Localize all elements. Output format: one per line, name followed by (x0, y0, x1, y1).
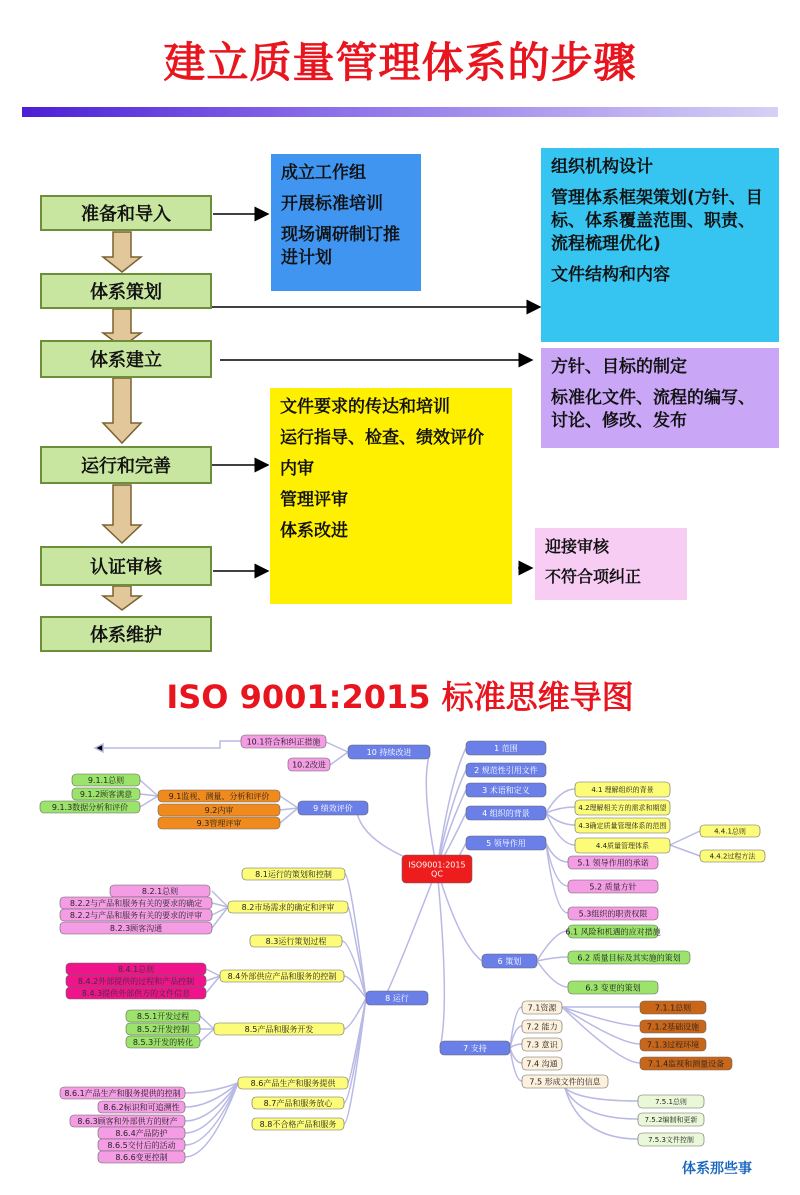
clause71-item (640, 1057, 732, 1070)
clause86-item (98, 1101, 185, 1113)
svg-text:7 支持: 7 支持 (463, 1043, 487, 1053)
clause5-item (568, 880, 658, 893)
svg-text:7.5 形成文件的信息: 7.5 形成文件的信息 (529, 1077, 601, 1087)
svg-text:10.1符合和纠正措施: 10.1符合和纠正措施 (246, 737, 321, 747)
svg-text:7.3 意识: 7.3 意识 (526, 1040, 558, 1050)
clause8-item (252, 1097, 344, 1109)
svg-text:9.2内审: 9.2内审 (204, 805, 234, 815)
clause5-item (568, 907, 658, 920)
panel-item: 方针、目标的制定 (551, 357, 687, 377)
panel-item: 迎接审核 (545, 537, 610, 556)
svg-text:9.3管理评审: 9.3管理评审 (196, 818, 242, 828)
clause84-item (66, 987, 206, 999)
svg-text:7.1资源: 7.1资源 (527, 1003, 557, 1013)
clause86-item (70, 1115, 185, 1127)
svg-text:3 术语和定义: 3 术语和定义 (482, 785, 530, 795)
svg-text:7.2 能力: 7.2 能力 (526, 1022, 558, 1032)
svg-text:7.1.3过程环境: 7.1.3过程环境 (646, 1040, 700, 1050)
panel-item: 标准化文件、流程的编写、讨论、修改、发布 (551, 387, 755, 431)
svg-text:8.2.3顾客沟通: 8.2.3顾客沟通 (109, 923, 163, 933)
clause44-item (700, 850, 765, 862)
svg-text:6.2 质量目标及其实施的策划: 6.2 质量目标及其实施的策划 (577, 953, 681, 963)
mindmap-branch (200, 1029, 214, 1042)
panel-certify-tasks (535, 528, 687, 600)
svg-text:5.2 质量方针: 5.2 质量方针 (589, 882, 637, 892)
clause8-item (250, 935, 342, 947)
svg-text:6.1 风险和机遇的应对措施: 6.1 风险和机遇的应对措施 (565, 927, 661, 937)
svg-text:8.5产品和服务开发: 8.5产品和服务开发 (244, 1024, 314, 1034)
panel-item: 开展标准培训 (281, 193, 383, 214)
mindmap-branch (537, 961, 568, 987)
clause4-item (575, 782, 670, 797)
svg-text:4 组织的背景: 4 组织的背景 (482, 808, 530, 818)
clause10-item (241, 735, 326, 748)
svg-text:8.4外部供应产品和服务的控制: 8.4外部供应产品和服务的控制 (227, 971, 337, 981)
clause86-item (98, 1127, 185, 1139)
clause86-item (98, 1139, 185, 1151)
clause91-item (40, 801, 140, 813)
clause85-item (126, 1010, 200, 1022)
clause8-item (220, 970, 344, 982)
mindmap-title: ISO 9001:2015 标准思维导图 (166, 678, 634, 716)
mindmap-center (402, 855, 472, 883)
panel-item: 组织机构设计 (551, 157, 653, 177)
panel-item: 文件要求的传达和培训 (280, 397, 450, 417)
clause5-item (568, 856, 658, 869)
clause-right-3 (466, 783, 546, 797)
clause44-item (700, 825, 760, 837)
clause82-item (60, 909, 212, 921)
clause86-item (98, 1151, 185, 1163)
svg-text:7.1.4监视和测量设备: 7.1.4监视和测量设备 (647, 1059, 725, 1069)
clause-6 (482, 954, 537, 968)
svg-text:9.1.3数据分析和评价: 9.1.3数据分析和评价 (51, 802, 129, 812)
mindmap-branch (100, 741, 241, 748)
panel-item: 管理评审 (280, 489, 348, 510)
clause10-item (288, 758, 330, 771)
clause91-item (72, 788, 140, 800)
svg-text:8.4.3提供外部供方的文件信息: 8.4.3提供外部供方的文件信息 (81, 988, 191, 998)
mindmap-branch (185, 1083, 238, 1093)
svg-text:9.1.2顾客满意: 9.1.2顾客满意 (79, 789, 133, 799)
svg-text:8.6.6变更控制: 8.6.6变更控制 (115, 1152, 168, 1162)
mindmap-branch (206, 969, 220, 976)
clause7-item (522, 1038, 562, 1051)
svg-text:8.2.2与产品和服务有关的要求的评审: 8.2.2与产品和服务有关的要求的评审 (69, 910, 203, 920)
clause82-item (60, 897, 212, 909)
clause9-item (158, 804, 280, 816)
clause6-item (565, 925, 660, 938)
svg-text:4.3确定质量管理体系的范围: 4.3确定质量管理体系的范围 (578, 821, 667, 830)
svg-text:8.3运行策划过程: 8.3运行策划过程 (265, 936, 327, 946)
mindmap-branch (330, 752, 348, 765)
svg-text:7.5.1总则: 7.5.1总则 (655, 1097, 687, 1106)
mindmap-branch (562, 1007, 640, 1063)
mindmap-branch (546, 813, 575, 845)
svg-text:2 规范性引用文件: 2 规范性引用文件 (474, 765, 538, 775)
mindmap-branch (280, 796, 298, 808)
clause85-item (126, 1023, 200, 1035)
svg-text:8.6.1产品生产和服务提供的控制: 8.6.1产品生产和服务提供的控制 (64, 1088, 181, 1098)
mindmap-branch (200, 1016, 214, 1029)
svg-text:8.5.3开发的转化: 8.5.3开发的转化 (132, 1037, 194, 1047)
clause-right-1 (466, 741, 546, 755)
panel-prepare-tasks (271, 154, 421, 291)
svg-text:4.4质量管理体系: 4.4质量管理体系 (595, 841, 650, 850)
clause4-item (575, 800, 670, 815)
mindmap-branch (212, 907, 228, 928)
clause91-item (72, 774, 140, 786)
panel-item: 文件结构和内容 (551, 264, 670, 285)
clause8-item (228, 901, 348, 913)
svg-text:8.7产品和服务放心: 8.7产品和服务放心 (263, 1098, 333, 1108)
panel-operate-tasks (270, 388, 512, 604)
clause75-item (638, 1133, 704, 1146)
clause7-item (522, 1001, 562, 1014)
svg-text:6.3 变更的策划: 6.3 变更的策划 (585, 983, 641, 993)
svg-text:7.4 沟通: 7.4 沟通 (526, 1059, 558, 1069)
clause84-item (66, 963, 206, 975)
arrow-icon (95, 744, 103, 752)
panel-item: 不符合项纠正 (545, 566, 642, 586)
page-title: 建立质量管理体系的步骤 (163, 38, 637, 87)
clause-9 (298, 801, 368, 815)
mindmap-branch (537, 957, 568, 961)
mindmap-branch (326, 742, 348, 752)
svg-text:4.4.2过程方法: 4.4.2过程方法 (709, 852, 756, 861)
panel-item: 管理体系框架策划(方针、目标、体系覆盖范围、职责、流程梳理优化) (551, 187, 763, 254)
mindmap-branch (140, 796, 158, 807)
clause-8 (366, 991, 428, 1005)
clause9-item (158, 790, 280, 802)
clause82-item (110, 885, 210, 897)
svg-text:7.1.1总则: 7.1.1总则 (654, 1003, 692, 1013)
panel-item: 现场调研制订推进计划 (281, 224, 400, 268)
clause8-item (238, 1077, 348, 1089)
svg-text:4.1 理解组织的背景: 4.1 理解组织的背景 (591, 785, 654, 794)
svg-text:8.1运行的策划和控制: 8.1运行的策划和控制 (255, 869, 332, 879)
iso-mindmap (0, 725, 800, 1195)
svg-text:9.1.1总则: 9.1.1总则 (87, 775, 125, 785)
svg-text:9.1监视、测量、分析和评价: 9.1监视、测量、分析和评价 (168, 791, 270, 801)
clause-right-2 (466, 763, 546, 777)
clause8-item (252, 1118, 344, 1130)
svg-text:8.6产品生产和服务提供: 8.6产品生产和服务提供 (250, 1078, 336, 1088)
svg-text:8 运行: 8 运行 (385, 993, 409, 1003)
svg-text:10.2改进: 10.2改进 (292, 760, 326, 770)
mindmap-branch (670, 845, 700, 856)
clause-right-5 (466, 836, 546, 850)
footer-brand: 体系那些事 (682, 1161, 752, 1177)
mindmap-branch (565, 1088, 638, 1139)
svg-text:4.2理解相关方的需求和期望: 4.2理解相关方的需求和期望 (578, 803, 667, 812)
clause-right-4 (466, 806, 546, 820)
clause9-item (158, 817, 280, 829)
clause85-item (126, 1036, 200, 1048)
svg-text:5.3组织的职责权限: 5.3组织的职责权限 (578, 909, 648, 919)
svg-text:ISO9001:2015: ISO9001:2015 (408, 860, 466, 870)
mindmap-branch (510, 1044, 522, 1048)
clause7-item (522, 1020, 562, 1033)
panel-build-tasks (541, 348, 779, 448)
step-planning: 体系策划 (40, 273, 212, 309)
svg-text:8.6.3顾客和外部供方的财产: 8.6.3顾客和外部供方的财产 (77, 1116, 178, 1126)
panel-item: 运行指导、检查、绩效评价 (280, 427, 484, 448)
svg-text:8.4.2外部提供的过程和产品控制: 8.4.2外部提供的过程和产品控制 (77, 976, 195, 986)
mindmap-branch (385, 869, 437, 997)
step-certify: 认证审核 (40, 546, 212, 586)
clause-7 (440, 1041, 510, 1055)
svg-text:8.2.1总则: 8.2.1总则 (141, 886, 179, 896)
clause6-item (568, 981, 658, 994)
mindmap-branch (562, 1007, 640, 1026)
panel-item: 体系改进 (280, 520, 348, 541)
mindmap-branch (565, 1088, 638, 1119)
clause8-item (242, 868, 345, 880)
clause8-item (214, 1023, 344, 1035)
clause82-item (60, 922, 212, 934)
svg-text:8.4.1总则: 8.4.1总则 (117, 964, 155, 974)
clause84-item (66, 975, 206, 987)
svg-text:9 绩效评价: 9 绩效评价 (313, 803, 353, 813)
svg-text:8.2.2与产品和服务有关的要求的确定: 8.2.2与产品和服务有关的要求的确定 (69, 898, 203, 908)
clause71-item (640, 1020, 706, 1033)
mindmap-branch (670, 831, 700, 845)
svg-text:8.6.2标识和可追溯性: 8.6.2标识和可追溯性 (103, 1102, 180, 1112)
clause75-item (638, 1095, 704, 1108)
step-prepare: 准备和导入 (40, 195, 212, 231)
svg-text:QC: QC (431, 869, 443, 879)
clause71-item (640, 1038, 706, 1051)
mindmap-branch (546, 789, 575, 813)
step-maintain: 体系维护 (40, 616, 212, 652)
panel-planning-tasks (541, 148, 779, 342)
clause6-item (568, 951, 690, 964)
svg-text:4.4.1总则: 4.4.1总则 (714, 827, 746, 836)
mindmap-branch (437, 869, 444, 1048)
svg-text:5.1 领导作用的承诺: 5.1 领导作用的承诺 (577, 858, 649, 868)
clause-10 (348, 745, 430, 759)
svg-text:7.1.2基础设施: 7.1.2基础设施 (646, 1022, 700, 1032)
svg-text:7.5.3文件控制: 7.5.3文件控制 (648, 1135, 694, 1144)
clause86-item (60, 1087, 185, 1099)
svg-text:8.8不合格产品和服务: 8.8不合格产品和服务 (259, 1119, 337, 1129)
svg-text:8.5.1开发过程: 8.5.1开发过程 (136, 1011, 190, 1021)
panel-item: 内审 (280, 458, 314, 479)
step-operate: 运行和完善 (40, 446, 212, 484)
panel-item: 成立工作组 (281, 163, 366, 183)
clause71-item (640, 1001, 706, 1014)
clause7-item (522, 1075, 608, 1088)
step-build: 体系建立 (40, 340, 212, 378)
svg-text:8.6.4产品防护: 8.6.4产品防护 (115, 1128, 168, 1138)
svg-text:6 策划: 6 策划 (497, 956, 522, 966)
clause75-item (638, 1113, 704, 1126)
clause4-item (575, 838, 670, 853)
svg-text:8.6.5交付后的活动: 8.6.5交付后的活动 (107, 1140, 176, 1150)
clause7-item (522, 1057, 562, 1070)
svg-text:8.2市场需求的确定和评审: 8.2市场需求的确定和评审 (241, 902, 335, 912)
svg-text:7.5.2编制和更新: 7.5.2编制和更新 (644, 1115, 698, 1124)
mindmap-branch (565, 1088, 638, 1101)
svg-text:1 范围: 1 范围 (494, 743, 518, 753)
svg-text:10 持续改进: 10 持续改进 (366, 747, 412, 757)
mindmap-branch (546, 807, 575, 813)
svg-text:5 领导作用: 5 领导作用 (486, 838, 526, 848)
mindmap-branch (426, 752, 437, 869)
clause4-item (575, 818, 670, 833)
svg-text:8.5.2开发控制: 8.5.2开发控制 (136, 1024, 190, 1034)
